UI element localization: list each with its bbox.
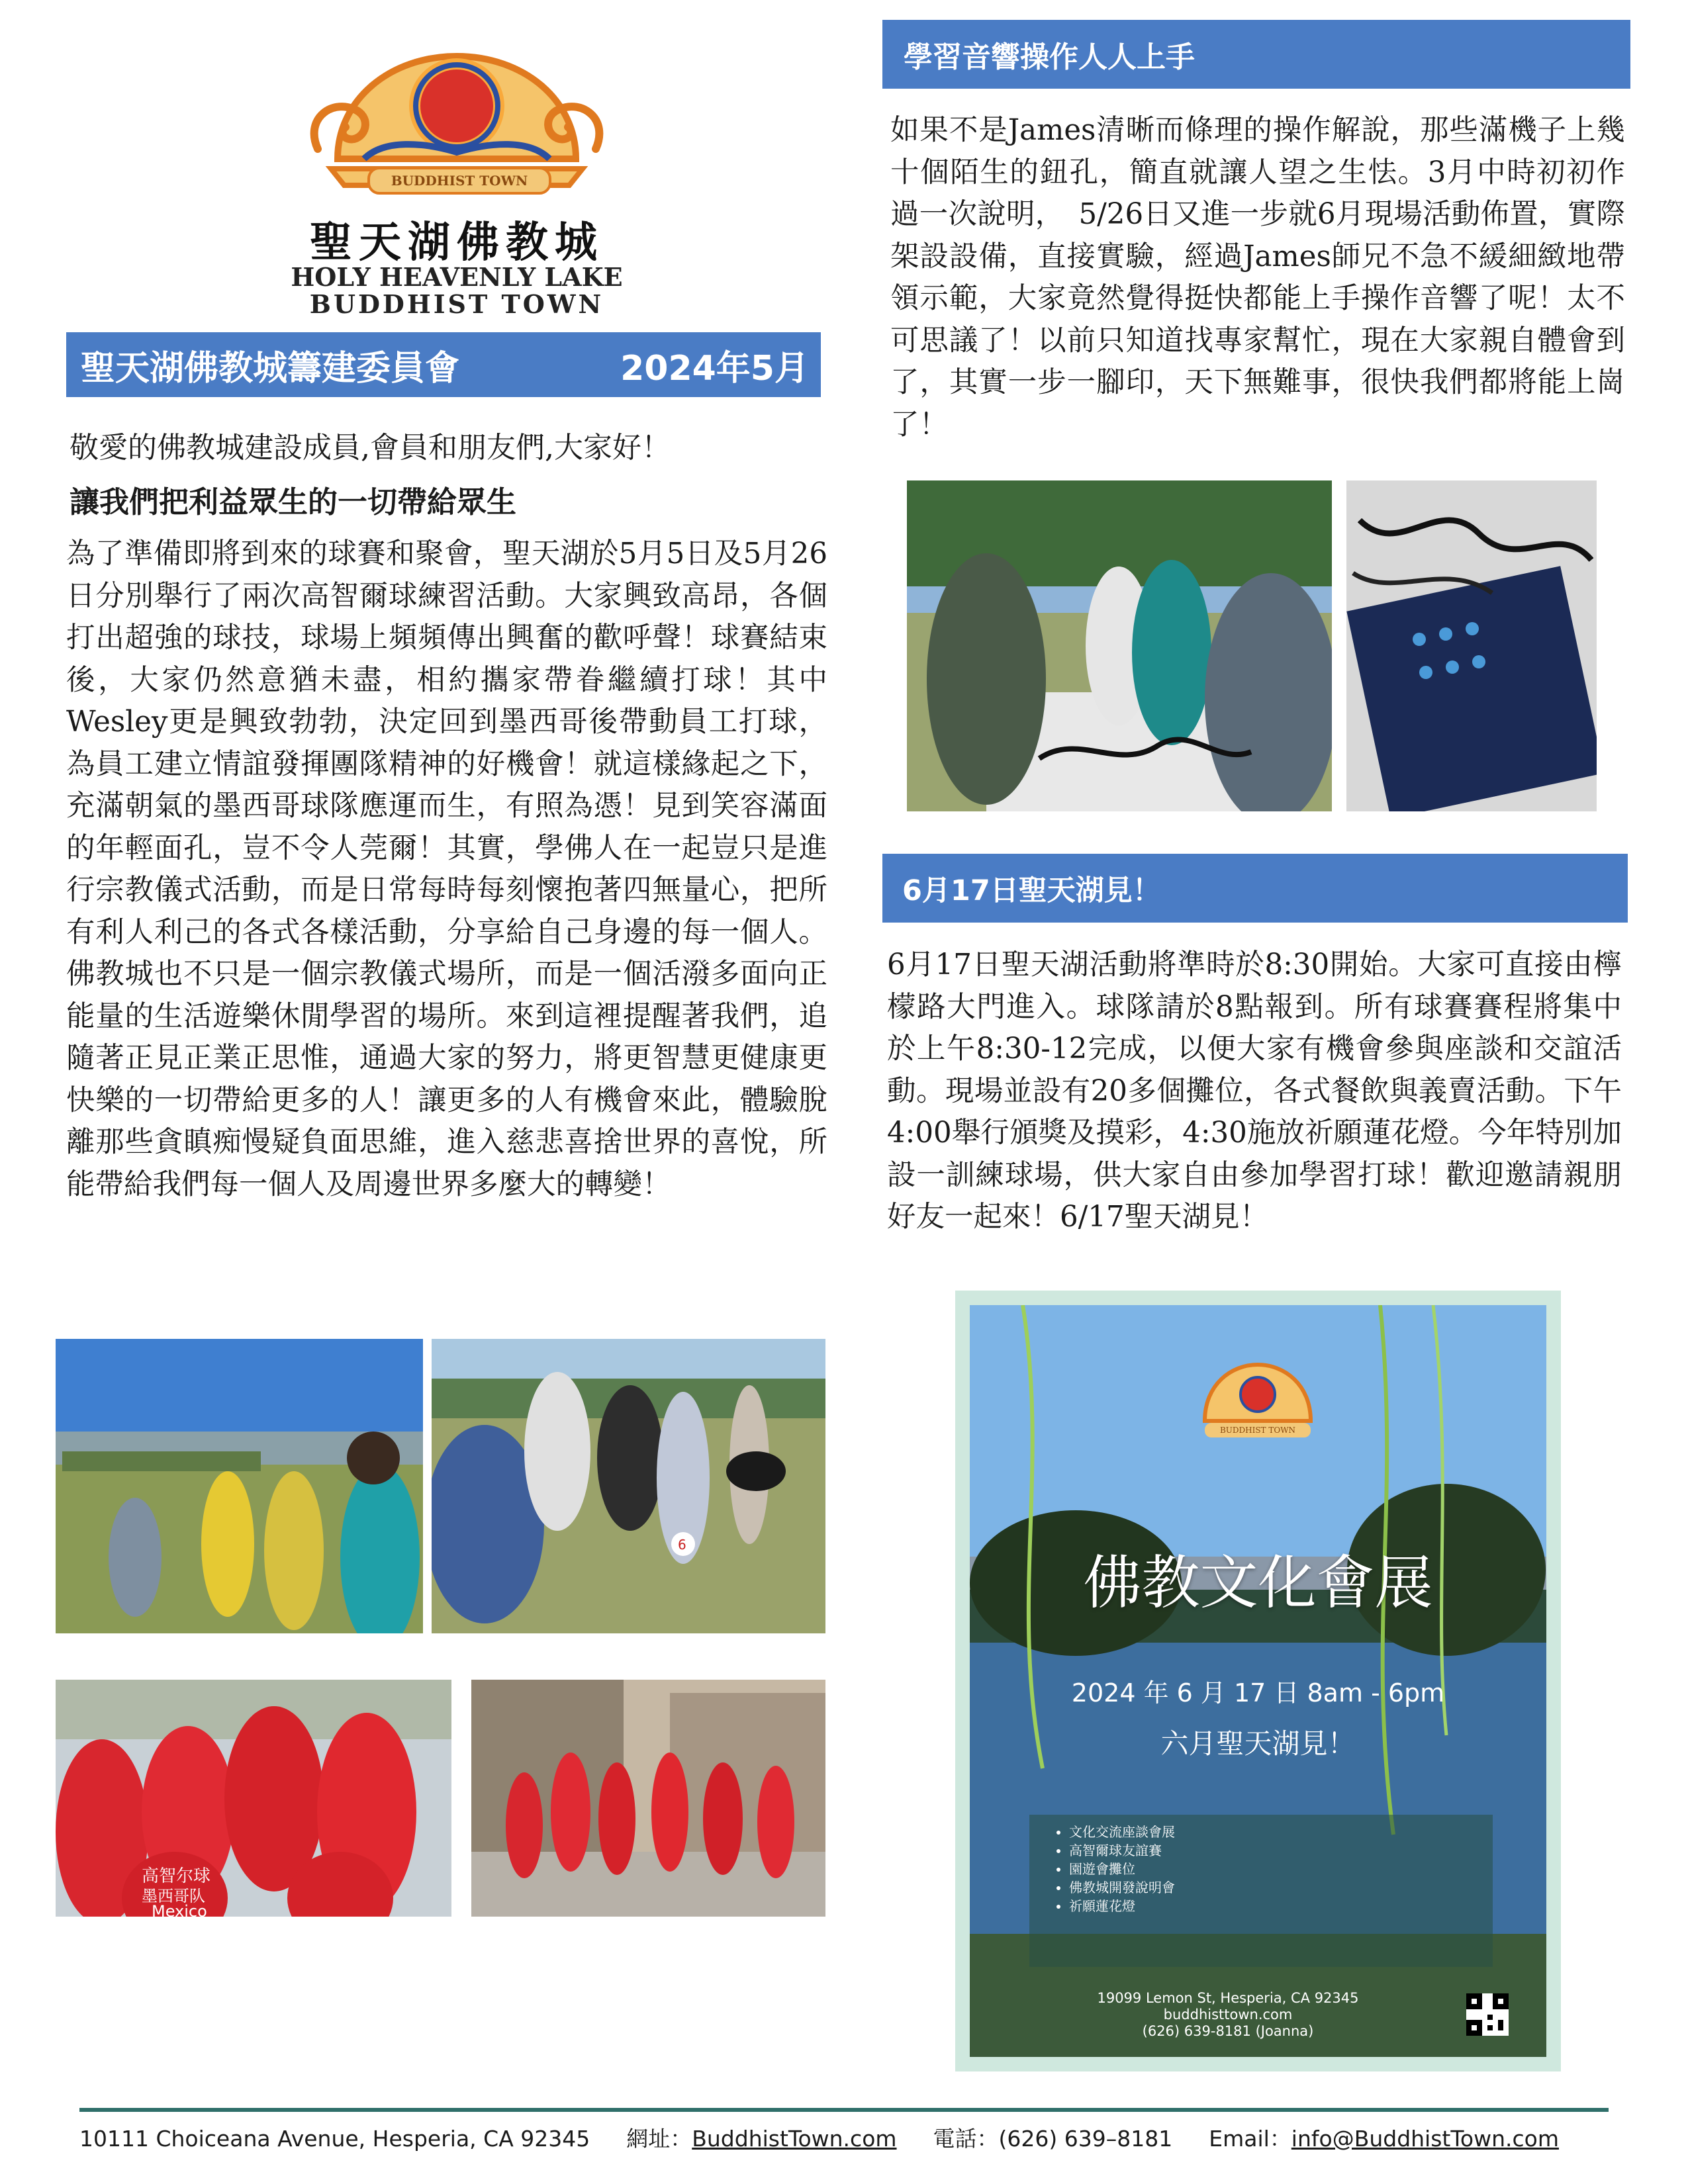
footer-phone: (626) 639–8181 [998, 2126, 1173, 2152]
logo [291, 26, 623, 319]
footer-email-label: Email： [1209, 2126, 1291, 2152]
jersey-text-3: Mexico [152, 1902, 207, 1917]
logo-name-en-2: BUDDHIST TOWN [309, 289, 604, 319]
photo-mexico-team-circle [56, 1680, 451, 1917]
logo-ribbon: BUDDHIST TOWN [367, 167, 551, 195]
photo-ball-throw [432, 1339, 825, 1633]
footer-address: 10111 Choiceana Avenue, Hesperia, CA 92345 [79, 2126, 590, 2152]
poster-item: • 高智爾球友誼賽 [1069, 1841, 1493, 1860]
june-banner [882, 854, 1628, 923]
poster-item: • 園遊會攤位 [1069, 1860, 1493, 1878]
poster-date: 2024 年 6 月 17 日 8am - 6pm [1071, 1678, 1445, 1707]
poster-phone: (626) 639-8181 (Joanna) [1142, 2023, 1314, 2039]
poster-items-box [1029, 1815, 1493, 1967]
june-body: 6月17日聖天湖活動將準時於8:30開始。大家可直接由檸檬路大門進入。球隊請於8點報到。所有球賽賽程將集中於上午8:30-12完成，以便大家有機會參與座談和交誼活動。現場並設有20多個攤位，各式餐飲與義賣活動。下午4:00舉行頒獎及摸彩，4:30施放祈願蓮花燈。今年特別加設一訓練球場，供大家自由參加學習打球！歡迎邀請親朋好友一起來！6/17聖天湖見！ [887, 948, 1622, 1234]
header-org: 聖天湖佛教城籌建委員會 [81, 348, 460, 388]
photo-mixer [1346, 480, 1597, 811]
footer-rule [79, 2108, 1609, 2112]
header-banner [66, 332, 821, 397]
poster-logo-icon [1192, 1358, 1324, 1431]
footer-web-label: 網址： [626, 2126, 692, 2152]
photo-golf-field [56, 1339, 423, 1633]
footer-email-link[interactable]: info@BuddhistTown.com [1291, 2126, 1559, 2152]
poster-logo-ribbon: BUDDHIST TOWN [1205, 1423, 1311, 1437]
poster-website: buddhisttown.com [1163, 2007, 1293, 2023]
poster-item: • 佛教城開發說明會 [1069, 1878, 1493, 1897]
qr-code-icon [1466, 1993, 1509, 2036]
poster-title: 佛教文化會展 [1083, 1549, 1433, 1617]
headline: 讓我們把利益眾生的一切帶給眾生 [70, 484, 517, 520]
footer [79, 2122, 1609, 2153]
footer-web-link[interactable]: BuddhistTown.com [692, 2126, 897, 2152]
poster-item: • 祈願蓮花燈 [1069, 1897, 1493, 1915]
logo-name-en-1: HOLY HEAVENLY LAKE [291, 262, 623, 292]
poster-item: • 文化交流座談會展 [1069, 1823, 1493, 1841]
intro-body: 為了準備即將到來的球賽和聚會，聖天湖於5月5日及5月26日分別舉行了兩次高智爾球練習活動。大家興致高昂，各個打出超強的球技，球場上頻頻傳出興奮的歡呼聲！球賽結束後，大家仍然意猶未盡，相約攜家帶眷繼續打球！其中Wesley更是興致勃勃，決定回到墨西哥後帶動員工打球，為員工建立情誼發揮團隊精神的好機會！就這樣緣起之下，充滿朝氣的墨西哥球隊應運而生，有照為憑！見到笑容滿面的年輕面孔，豈不令人莞爾！其實，學佛人在一起豈只是進行宗教儀式活動，而是日常每時每刻懷抱著四無量心，把所有利人利己的各式各樣活動，分享給自己身邊的每一個人。佛教城也不只是一個宗教儀式場所，而是一個活潑多面向正能量的生活遊樂休閒學習的場所。來到這裡提醒著我們，追隨著正見正業正思惟，通過大家的努力，將更智慧更健康更快樂的一切帶給更多的人！讓更多的人有機會來此，體驗脫離那些貪瞋痴慢疑負面思維，進入慈悲喜捨世界的喜悅，所能帶給我們每一個人及周邊世界多麼大的轉變！ [66, 537, 827, 1201]
poster-image [970, 1305, 1546, 2057]
photo-sound-setup [907, 480, 1332, 811]
poster-address: 19099 Lemon St, Hesperia, CA 92345 [1097, 1990, 1359, 2006]
sound-banner [882, 20, 1630, 89]
photo-mexico-team-jump [471, 1680, 825, 1917]
poster-items [1029, 1823, 1493, 1915]
event-poster [955, 1291, 1561, 2071]
footer-phone-label: 電話： [933, 2126, 999, 2152]
poster-slogan: 六月聖天湖見！ [1160, 1727, 1356, 1760]
sound-title: 學習音響操作人人上手 [904, 40, 1195, 74]
jersey-text-2: 墨西哥队 [142, 1887, 205, 1905]
june-title: 6月17日聖天湖見！ [902, 874, 1161, 907]
logo-name-cn: 聖天湖佛教城 [310, 218, 604, 267]
ball-number: 6 [678, 1537, 686, 1553]
sound-body: 如果不是James清晰而條理的操作解說，那些滿機子上幾十個陌生的鈕孔，簡直就讓人望之生怯。3月中時初初作過一次說明， 5/26日又進一步就6月現場活動佈置，實際架設設備，直接實驗，經過James師兄不急不緩細緻地帶領示範，大家竟然覺得挺快都能上手操作音響了呢！太不可思議了！以前只知道找專家幫忙，現在大家親自體會到了，其實一步一腳印，天下無難事，很快我們都將能上崗了！ [890, 114, 1625, 441]
header-date: 2024年5月 [620, 348, 809, 388]
jersey-text-1: 高智尔球 [142, 1866, 211, 1886]
greeting: 敬愛的佛教城建設成員,會員和朋友們,大家好！ [70, 431, 671, 465]
